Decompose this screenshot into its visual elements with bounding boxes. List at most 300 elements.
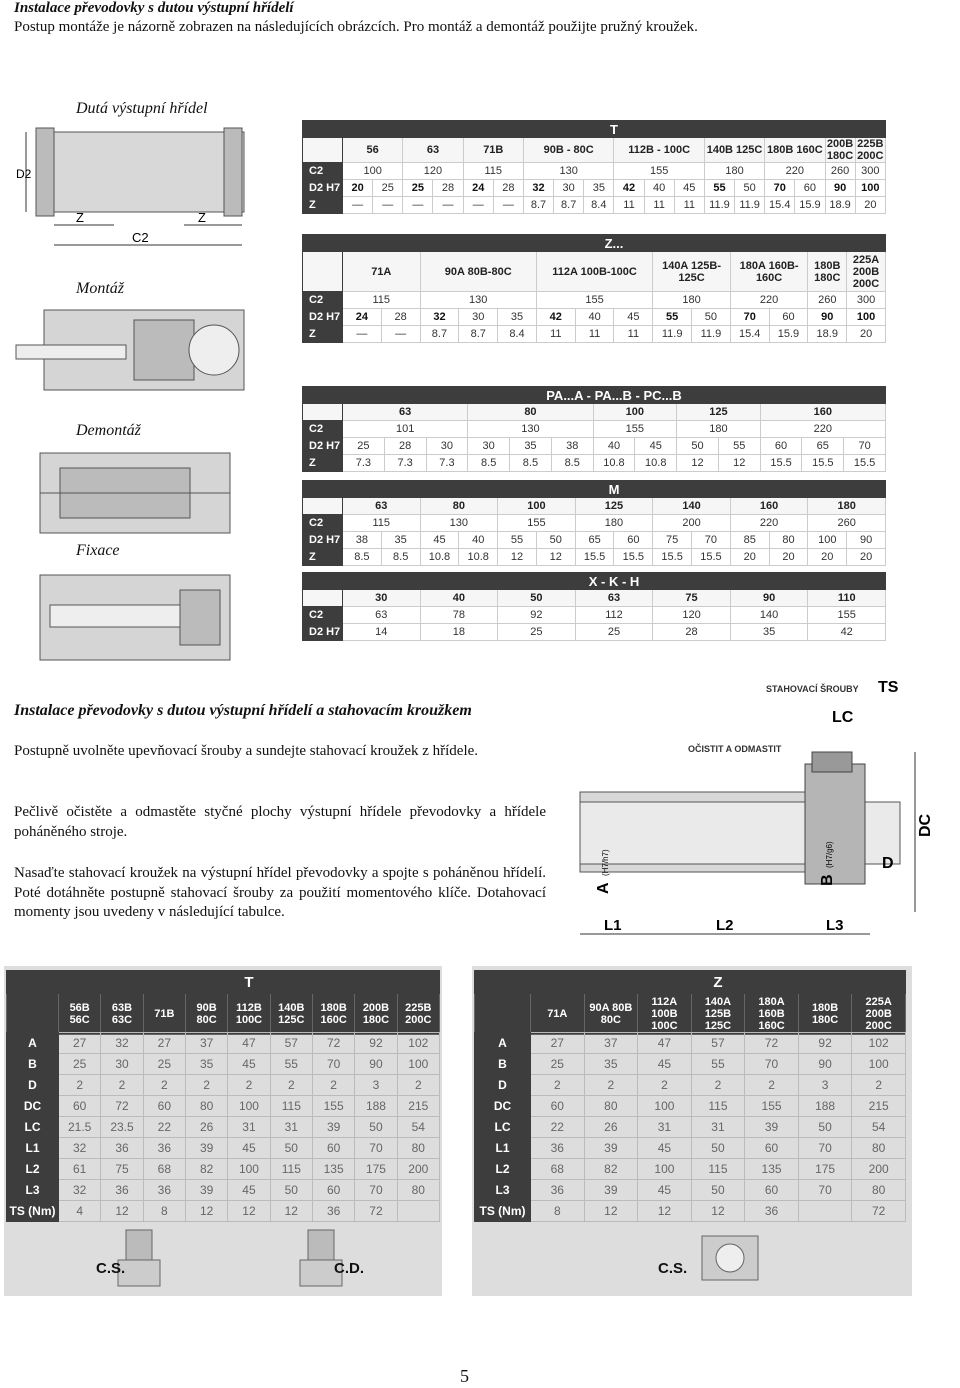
dimension-rows-t (6, 1032, 440, 1222)
cell: 20 (847, 326, 886, 343)
pa-col: 100 (593, 404, 677, 421)
cell: 8.5 (381, 549, 420, 566)
row-label: L1 (475, 1138, 531, 1159)
row-label: D2 H7 (303, 532, 343, 549)
cell: 37 (185, 1033, 227, 1054)
cell: 60 (312, 1180, 354, 1201)
cell: 70 (798, 1180, 852, 1201)
dismounting-drawing (20, 448, 240, 538)
cell: 115 (463, 163, 523, 180)
row-label: A (7, 1033, 59, 1054)
cell: 90 (825, 180, 855, 197)
row-label: TS (Nm) (7, 1201, 59, 1222)
cell: 7.3 (426, 455, 468, 472)
cell: — (343, 326, 382, 343)
cell: 55 (691, 1054, 745, 1075)
caption-mounting: Montáž (76, 280, 124, 297)
dimT-col: 90B 80C (185, 994, 227, 1035)
row-label: B (475, 1054, 531, 1075)
t-col: 71B (463, 138, 523, 163)
cell: 14 (343, 624, 421, 641)
dimension-table-t (6, 970, 440, 1035)
xkh-col: 110 (808, 590, 886, 607)
cell: 42 (614, 180, 644, 197)
cell: 18.9 (825, 197, 855, 214)
cell: 15.5 (760, 455, 802, 472)
t-col: 200B 180C (826, 138, 854, 162)
cell: 55 (498, 532, 537, 549)
cell: 60 (745, 1138, 799, 1159)
cell: 220 (765, 163, 825, 180)
dimT-col: 63B 63C (101, 994, 143, 1035)
table-t-title: T (343, 121, 886, 138)
cell: 8.7 (554, 197, 584, 214)
row-label: L2 (7, 1159, 59, 1180)
cell: — (381, 326, 420, 343)
ts-label: TS (878, 679, 899, 696)
cell: 45 (638, 1054, 692, 1075)
cell: 75 (101, 1159, 143, 1180)
cell: 12 (228, 1201, 270, 1222)
cell: 24 (463, 180, 493, 197)
cell: 100 (855, 180, 885, 197)
cell: 80 (584, 1096, 638, 1117)
cell: 40 (575, 309, 614, 326)
xkh-col: 63 (575, 590, 653, 607)
cell: 20 (343, 180, 373, 197)
cell: 38 (551, 438, 593, 455)
table-row (475, 1054, 906, 1075)
cell: 12 (718, 455, 760, 472)
cell: 120 (653, 607, 731, 624)
cell: 90 (355, 1054, 397, 1075)
table-z (302, 234, 886, 343)
cell: 12 (498, 549, 537, 566)
row-label: TS (Nm) (475, 1201, 531, 1222)
cell: 50 (691, 1138, 745, 1159)
caption-hollow-shaft: Dutá výstupní hřídel (76, 100, 208, 117)
table-row (475, 1138, 906, 1159)
table-pa (302, 386, 886, 472)
cell: 130 (420, 515, 498, 532)
cell: 55 (653, 309, 692, 326)
cell: 130 (523, 163, 613, 180)
cell: 50 (270, 1180, 312, 1201)
dimZ-col: 180A 160B 160C (745, 994, 799, 1035)
cell: 3 (355, 1075, 397, 1096)
cell (397, 1201, 439, 1222)
cell: 30 (101, 1054, 143, 1075)
fixing-drawing (30, 570, 240, 665)
cell: 2 (852, 1075, 906, 1096)
row-label: C2 (303, 607, 343, 624)
cell: 130 (420, 292, 536, 309)
cell: 24 (343, 309, 382, 326)
cell: 45 (638, 1138, 692, 1159)
paragraph-2: Pečlivě očistěte a odmastěte styčné plochy výstupní hřídele převodovky a hřídele poháněného stroje. (14, 804, 546, 840)
dimT-col: 112B 100C (228, 994, 270, 1035)
paragraph-3: Nasaďte stahovací kroužek na výstupní hřídel převodovky a spojte s poháněnou hřídelí. Poté dotáhněte postupně stahovací šrouby za použití momentového klíče. Dotahovací momenty jsou uvedeny v následující tabulce. (14, 865, 546, 920)
cell: 11.9 (692, 326, 731, 343)
intro-text: Postup montáže je názorně zobrazen na následujících obrázcích. Pro montáž a demontáž použijte pružný kroužek. (14, 19, 698, 35)
dimT-col: 71B (143, 994, 185, 1035)
cell: 15.5 (575, 549, 614, 566)
cell: 50 (270, 1138, 312, 1159)
cell: 100 (852, 1054, 906, 1075)
dimZ-col: 90A 80B 80C (584, 994, 638, 1035)
cell: 68 (143, 1159, 185, 1180)
ts-caption: STAHOVACÍ ŠROUBY (766, 684, 859, 694)
mounting-drawing (14, 300, 264, 400)
cell: 40 (644, 180, 674, 197)
row-label: Z (303, 326, 343, 343)
cell: 50 (798, 1117, 852, 1138)
d2-label: D2 (16, 167, 32, 181)
cell: 37 (584, 1033, 638, 1054)
cell: 12 (638, 1201, 692, 1222)
cell: 39 (584, 1138, 638, 1159)
cell: 260 (808, 292, 847, 309)
b-label: B (819, 874, 836, 886)
cell: 15.5 (844, 455, 886, 472)
cell: 115 (691, 1096, 745, 1117)
m-col: 180 (808, 498, 886, 515)
row-label: A (475, 1033, 531, 1054)
m-col: 140 (653, 498, 731, 515)
cell: 155 (614, 163, 704, 180)
row-label: LC (475, 1117, 531, 1138)
dimT-col: 140B 125C (270, 994, 312, 1035)
t-col: 225B 200C (855, 138, 885, 163)
cell: 45 (674, 180, 704, 197)
dimension-rows-z (474, 1032, 906, 1222)
c2-label: C2 (132, 230, 149, 245)
dimZ-col: 71A (531, 994, 585, 1035)
cell: 10.8 (459, 549, 498, 566)
cell: 60 (143, 1096, 185, 1117)
cell: 18 (420, 624, 498, 641)
dimT-col: 200B 180C (355, 994, 397, 1035)
cell: 8 (531, 1201, 585, 1222)
cell: 12 (691, 1201, 745, 1222)
cell: 80 (185, 1096, 227, 1117)
cell: 47 (638, 1033, 692, 1054)
cell: 72 (101, 1096, 143, 1117)
cell: 25 (373, 180, 403, 197)
z-col: 140A 125B-125C (653, 252, 731, 292)
cell: 175 (798, 1159, 852, 1180)
cell: 45 (420, 532, 459, 549)
cell: 12 (270, 1201, 312, 1222)
table-xkh (302, 572, 886, 641)
row-label: L1 (7, 1138, 59, 1159)
cell: 92 (355, 1033, 397, 1054)
cell: 32 (59, 1138, 101, 1159)
cell: 60 (312, 1138, 354, 1159)
cell: 28 (381, 309, 420, 326)
cell: 55 (704, 180, 734, 197)
cell: 36 (143, 1180, 185, 1201)
cell: 70 (692, 532, 731, 549)
cell: 8.7 (523, 197, 553, 214)
cell: 40 (593, 438, 635, 455)
cell: 220 (730, 292, 808, 309)
cell: 70 (312, 1054, 354, 1075)
cell: 90 (798, 1054, 852, 1075)
cell: 155 (745, 1096, 799, 1117)
cell: 70 (745, 1054, 799, 1075)
cell: 45 (614, 309, 653, 326)
cell: 80 (397, 1180, 439, 1201)
cell: 100 (228, 1159, 270, 1180)
cell: 155 (808, 607, 886, 624)
cell: 25 (575, 624, 653, 641)
xkh-col: 90 (730, 590, 808, 607)
cell: 7.3 (343, 455, 385, 472)
cell: 35 (584, 180, 614, 197)
cell: 300 (855, 163, 885, 180)
cell: 36 (143, 1138, 185, 1159)
cell: 7.3 (384, 455, 426, 472)
cell: 8.7 (459, 326, 498, 343)
row-label: D2 H7 (303, 180, 343, 197)
cell: 39 (584, 1180, 638, 1201)
cell: 115 (343, 292, 421, 309)
cell: 50 (691, 1180, 745, 1201)
cell: 155 (593, 421, 677, 438)
cell: 45 (228, 1054, 270, 1075)
cell: 60 (614, 532, 653, 549)
row-label: Z (303, 197, 343, 214)
cell: 8 (143, 1201, 185, 1222)
cell: 23.5 (101, 1117, 143, 1138)
cell: 35 (185, 1054, 227, 1075)
cell: 12 (677, 455, 719, 472)
cell: 115 (343, 515, 421, 532)
cell: 100 (808, 532, 847, 549)
cs-label-z: C.S. (658, 1260, 688, 1277)
pa-col: 125 (677, 404, 761, 421)
cell: 39 (745, 1117, 799, 1138)
cell: 12 (101, 1201, 143, 1222)
cell: 8.7 (420, 326, 459, 343)
cell: 20 (855, 197, 885, 214)
cell: 300 (847, 292, 886, 309)
cell: 80 (769, 532, 808, 549)
table-t (302, 120, 886, 214)
cell: 140 (730, 607, 808, 624)
cell: 32 (523, 180, 553, 197)
cell: 8.4 (584, 197, 614, 214)
table-xkh-title: X - K - H (343, 573, 886, 590)
dimZ-col: 140A 125B 125C (691, 994, 745, 1035)
cell: 102 (852, 1033, 906, 1054)
l1-label: L1 (604, 917, 622, 934)
cell: 75 (653, 532, 692, 549)
cell: 102 (397, 1033, 439, 1054)
cell: 39 (185, 1180, 227, 1201)
cell: 135 (745, 1159, 799, 1180)
cs-label-t: C.S. (96, 1260, 126, 1277)
cell: 30 (426, 438, 468, 455)
cell: 35 (381, 532, 420, 549)
section2-title: Instalace převodovky s dutou výstupní hřídelí a stahovacím kroužkem (14, 702, 472, 719)
cell: 61 (59, 1159, 101, 1180)
b-tolerance: (H7/g6) (825, 841, 834, 868)
cell: 45 (228, 1138, 270, 1159)
cell: 40 (459, 532, 498, 549)
cell: 92 (498, 607, 576, 624)
cell: 25 (343, 438, 385, 455)
cell: 28 (384, 438, 426, 455)
cell: 50 (355, 1117, 397, 1138)
cell: — (343, 197, 373, 214)
table-row (7, 1138, 440, 1159)
cell: 54 (397, 1117, 439, 1138)
cell: 12 (584, 1201, 638, 1222)
cell: 2 (745, 1075, 799, 1096)
cell: 180 (677, 421, 761, 438)
cell: 25 (531, 1054, 585, 1075)
cell: 10.8 (635, 455, 677, 472)
cell: 2 (397, 1075, 439, 1096)
cell: 260 (808, 515, 886, 532)
cell: 260 (825, 163, 855, 180)
cell: 15.9 (769, 326, 808, 343)
m-col: 100 (498, 498, 576, 515)
t-col: 180B 160C (765, 138, 825, 163)
table-m-title: M (343, 481, 886, 498)
cell: 60 (760, 438, 802, 455)
cell: 36 (531, 1138, 585, 1159)
cell: 22 (531, 1117, 585, 1138)
dc-label: DC (917, 813, 934, 837)
cell: 15.9 (795, 197, 825, 214)
dimT-col: 56B 56C (59, 994, 101, 1035)
cell: 3 (798, 1075, 852, 1096)
cd-label-t: C.D. (334, 1260, 364, 1277)
cell: 60 (745, 1180, 799, 1201)
cell: 82 (584, 1159, 638, 1180)
cell: 55 (270, 1054, 312, 1075)
z-col: 90A 80B-80C (420, 252, 536, 292)
cell: 65 (802, 438, 844, 455)
cell: 155 (498, 515, 576, 532)
cell: 80 (397, 1138, 439, 1159)
table-row (475, 1033, 906, 1054)
z-col: 225A 200B 200C (847, 252, 886, 292)
cell: 72 (745, 1033, 799, 1054)
table-row (7, 1054, 440, 1075)
dimension-table-z (474, 970, 906, 1035)
cell: 38 (343, 532, 382, 549)
t-d2-row (303, 180, 886, 197)
cell: 15.4 (730, 326, 769, 343)
cell: 36 (101, 1138, 143, 1159)
xkh-col: 40 (420, 590, 498, 607)
cell: 11 (644, 197, 674, 214)
cell: 39 (185, 1138, 227, 1159)
cell: 35 (510, 438, 552, 455)
t-col: 90B - 80C (523, 138, 613, 163)
cell: 31 (270, 1117, 312, 1138)
cell: 100 (638, 1159, 692, 1180)
t-col: 63 (403, 138, 463, 163)
gearbox-cd-icon (286, 1222, 356, 1292)
cell: 30 (468, 438, 510, 455)
pa-col: 63 (343, 404, 468, 421)
z-col: 112A 100B-100C (536, 252, 652, 292)
cell: 200 (397, 1159, 439, 1180)
row-label: L2 (475, 1159, 531, 1180)
pa-col: 80 (468, 404, 593, 421)
caption-dismounting: Demontáž (76, 422, 141, 439)
cell: 30 (554, 180, 584, 197)
cell: 100 (228, 1096, 270, 1117)
cell: 50 (735, 180, 765, 197)
table-row (475, 1180, 906, 1201)
cell: 72 (312, 1033, 354, 1054)
dimT-col: 180B 160C (312, 994, 354, 1035)
table-row (7, 1033, 440, 1054)
cell: 21.5 (59, 1117, 101, 1138)
cell: 70 (355, 1138, 397, 1159)
cell: 50 (692, 309, 731, 326)
dimZ-col: 225A 200B 200C (852, 994, 906, 1035)
cell: 72 (355, 1201, 397, 1222)
xkh-col: 50 (498, 590, 576, 607)
cell: 25 (59, 1054, 101, 1075)
cell: 25 (498, 624, 576, 641)
cell: 155 (312, 1096, 354, 1117)
cell: 200 (852, 1159, 906, 1180)
cell: 32 (101, 1033, 143, 1054)
cell: 2 (59, 1075, 101, 1096)
cell: 72 (852, 1201, 906, 1222)
cell: 85 (730, 532, 769, 549)
cell: 57 (270, 1033, 312, 1054)
d-label: D (882, 855, 894, 872)
cell: 32 (59, 1180, 101, 1201)
gearbox-cs-icon (104, 1222, 174, 1292)
cell: 80 (852, 1180, 906, 1201)
lc-label: LC (832, 709, 854, 726)
cell: 32 (420, 309, 459, 326)
cell: 135 (312, 1159, 354, 1180)
page-number: 5 (460, 1366, 469, 1386)
section-title: Instalace převodovky s dutou výstupní hřídelí (14, 0, 294, 16)
cell: — (493, 197, 523, 214)
dimZ-title: Z (531, 971, 906, 994)
cell: 65 (575, 532, 614, 549)
cell (798, 1201, 852, 1222)
table-row (7, 1117, 440, 1138)
row-label: B (7, 1054, 59, 1075)
cell: 101 (343, 421, 468, 438)
row-label: D (7, 1075, 59, 1096)
cell: 11 (614, 197, 644, 214)
table-row (475, 1159, 906, 1180)
cell: 70 (355, 1180, 397, 1201)
row-label: D (475, 1075, 531, 1096)
row-label: D2 H7 (303, 624, 343, 641)
cell: 8.5 (468, 455, 510, 472)
cell: 2 (270, 1075, 312, 1096)
cell: 100 (638, 1096, 692, 1117)
cell: 45 (638, 1180, 692, 1201)
a-label: A (595, 882, 612, 894)
cell: 15.5 (802, 455, 844, 472)
